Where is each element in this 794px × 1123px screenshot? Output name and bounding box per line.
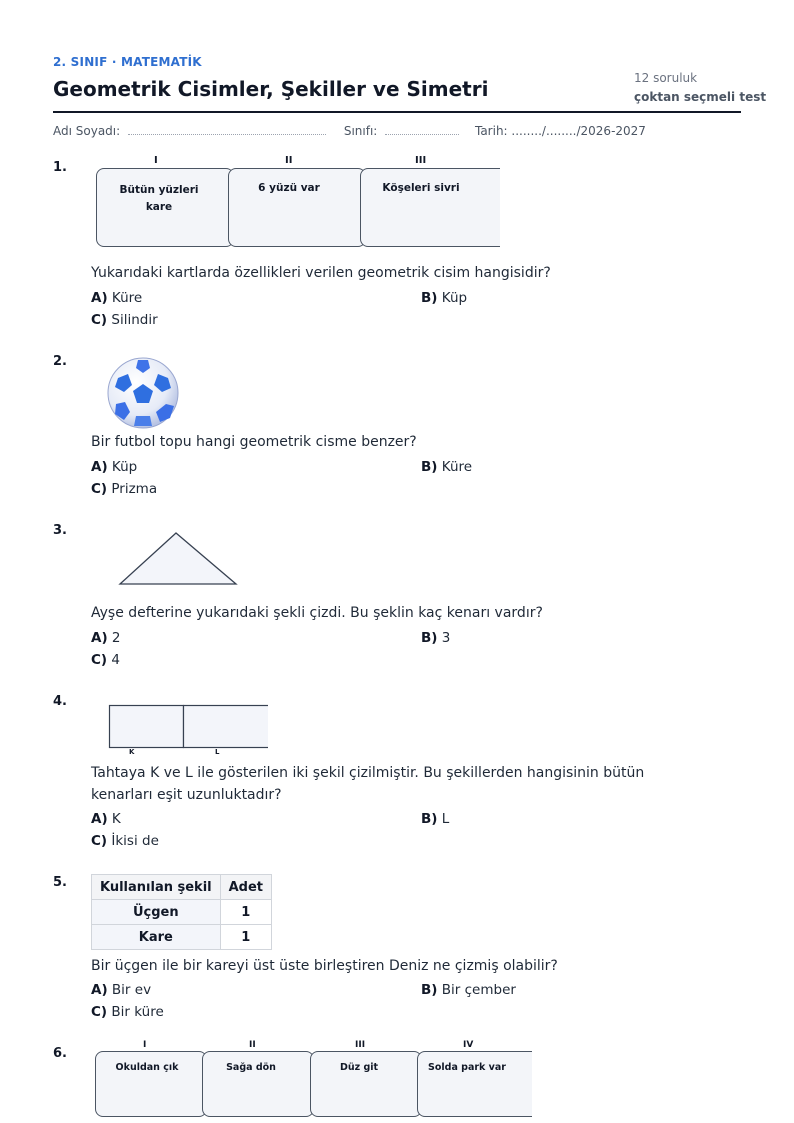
shape-l-label: L <box>215 748 220 756</box>
direction-card <box>310 1051 422 1117</box>
option-c[interactable]: C) 4 <box>91 652 120 668</box>
question-5-number: 5. <box>53 875 67 890</box>
q1-card-strip <box>96 168 500 248</box>
table-row <box>92 900 272 925</box>
option-c[interactable]: C) İkisi de <box>91 833 159 849</box>
date-label: Tarih: ......../......../2026-2027 <box>474 124 646 138</box>
class-blank[interactable] <box>385 126 459 135</box>
card-roman: III <box>355 1040 366 1050</box>
name-blank[interactable] <box>128 126 326 135</box>
table-cell: Üçgen <box>92 900 221 925</box>
card-roman: I <box>143 1040 147 1050</box>
option-c[interactable]: C) Silindir <box>91 312 158 328</box>
card-text: Köşeleri sivri <box>382 182 460 194</box>
table-row <box>92 925 272 950</box>
table-cell: 1 <box>220 900 271 925</box>
page-title: Geometrik Cisimler, Şekiller ve Simetri <box>53 77 489 101</box>
student-fields <box>53 124 753 138</box>
question-3-number: 3. <box>53 523 67 538</box>
question-4-text: Tahtaya K ve L ile gösterilen iki şekil çizilmiştir. Bu şekillerden hangisinin bütün kenarları eşit uzunluktadır? <box>91 765 645 803</box>
property-card <box>360 168 500 247</box>
property-card <box>228 168 366 247</box>
option-b[interactable]: B) 3 <box>421 630 451 646</box>
shape-count-table <box>91 874 272 950</box>
question-count: 12 soruluk <box>634 71 698 85</box>
card-roman: III <box>415 155 427 166</box>
card-text: Okuldan çık <box>115 1062 179 1073</box>
table-cell: Kare <box>92 925 221 950</box>
option-b[interactable]: B) L <box>421 811 450 827</box>
option-c[interactable]: C) Bir küre <box>91 1004 164 1020</box>
subject-label: 2. SINIF · MATEMATİK <box>53 55 202 69</box>
soccer-ball-icon <box>106 356 180 430</box>
header-rule <box>53 111 741 113</box>
question-1-text: Yukarıdaki kartlarda özellikleri verilen geometrik cisim hangisidir? <box>91 265 551 281</box>
q6-card-strip <box>95 1051 532 1118</box>
card-text: Sağa dön <box>226 1062 276 1073</box>
option-a[interactable]: A) Küre <box>91 290 143 306</box>
question-4-number: 4. <box>53 694 67 709</box>
card-roman: I <box>154 155 158 166</box>
card-text: Düz git <box>339 1062 379 1073</box>
card-text: 6 yüzü var <box>258 182 320 194</box>
card-roman: II <box>285 155 293 166</box>
card-text: Solda park var <box>428 1062 506 1073</box>
question-2-text: Bir futbol topu hangi geometrik cisme benzer? <box>91 434 417 450</box>
question-3-text: Ayşe defterine yukarıdaki şekli çizdi. Bu şeklin kaç kenarı vardır? <box>91 605 543 621</box>
direction-card <box>95 1051 207 1117</box>
question-6-number: 6. <box>53 1046 67 1061</box>
option-a[interactable]: A) Küp <box>91 459 138 475</box>
option-a[interactable]: A) 2 <box>91 630 121 646</box>
option-a[interactable]: A) Bir ev <box>91 982 152 998</box>
shape-k-label: K <box>129 748 135 756</box>
question-5-text: Bir üçgen ile bir kareyi üst üste birleştiren Deniz ne çizmiş olabilir? <box>91 958 558 974</box>
option-c[interactable]: C) Prizma <box>91 481 158 497</box>
question-2-number: 2. <box>53 354 67 369</box>
card-roman: II <box>249 1040 256 1050</box>
property-card <box>96 168 234 247</box>
question-1-number: 1. <box>53 160 67 175</box>
option-b[interactable]: B) Küre <box>421 459 473 475</box>
table-header-row <box>92 875 272 900</box>
table-header: Adet <box>220 875 271 900</box>
option-a[interactable]: A) K <box>91 811 121 827</box>
direction-card <box>202 1051 314 1117</box>
card-roman: IV <box>463 1040 474 1050</box>
table-cell: 1 <box>220 925 271 950</box>
triangle-shape <box>116 530 240 588</box>
name-label: Adı Soyadı: <box>53 124 121 138</box>
card-text: Bütün yüzleri kare <box>119 184 199 213</box>
test-type: çoktan seçmeli test <box>634 90 767 104</box>
option-b[interactable]: B) Küp <box>421 290 468 306</box>
table-header: Kullanılan şekil <box>92 875 221 900</box>
option-b[interactable]: B) Bir çember <box>421 982 516 998</box>
class-label: Sınıfı: <box>343 124 378 138</box>
direction-card <box>417 1051 532 1117</box>
